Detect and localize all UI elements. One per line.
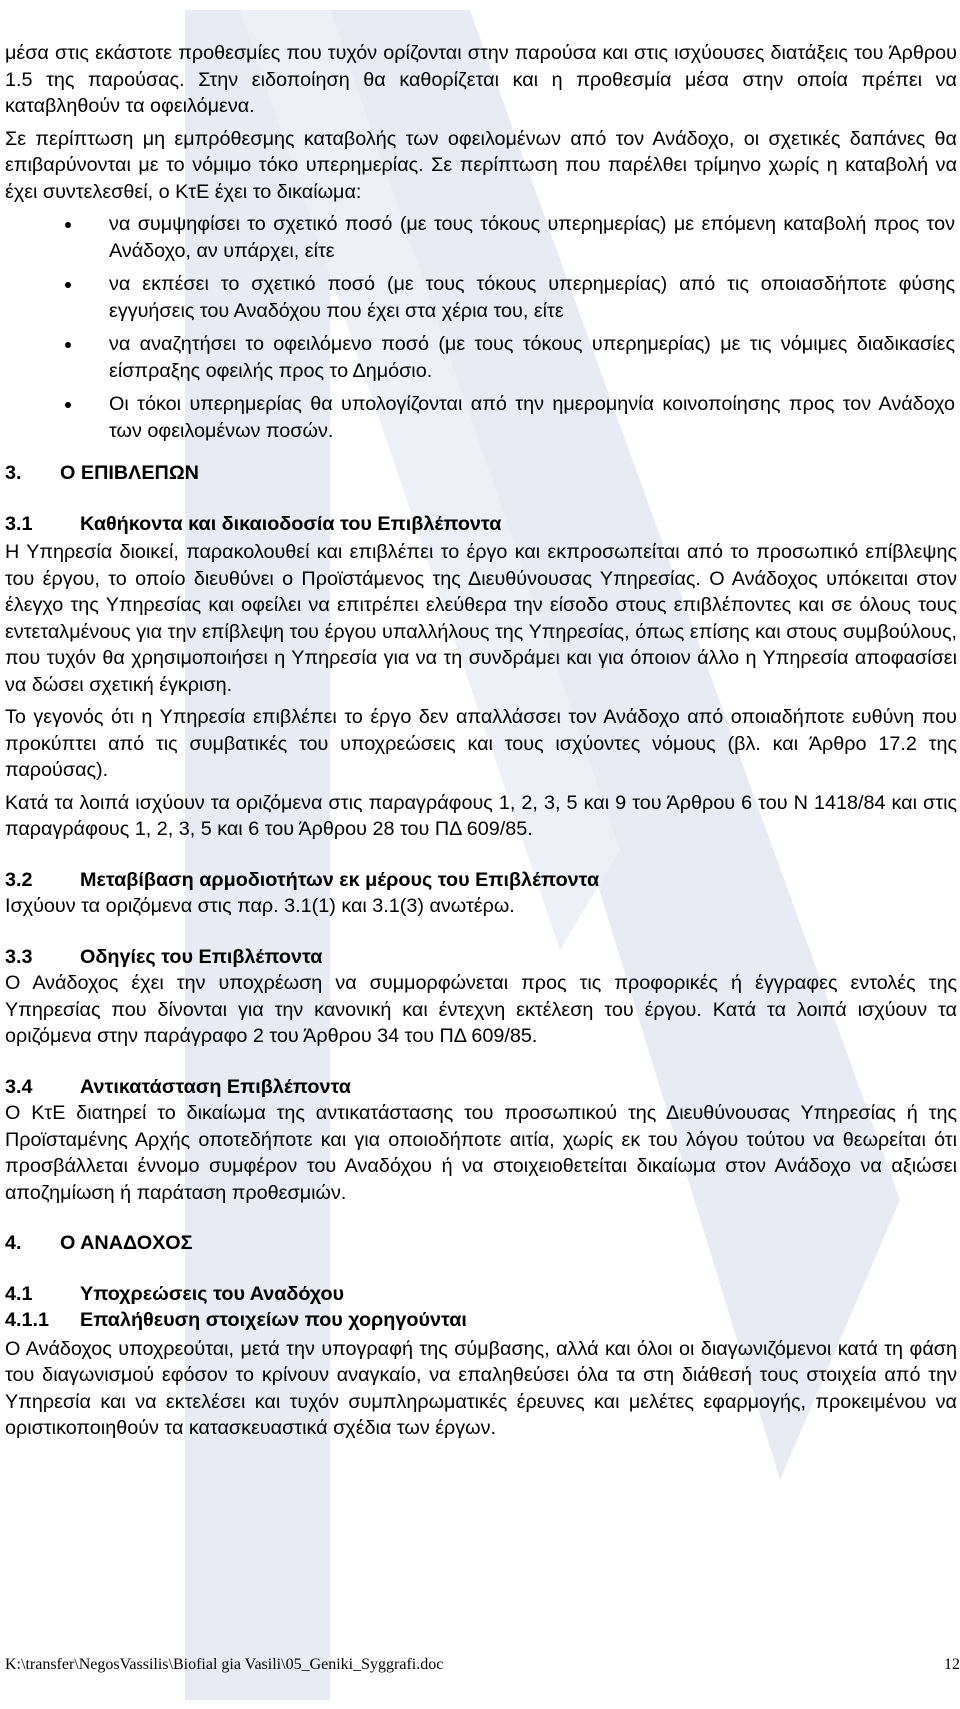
list-item: να εκπέσει το σχετικό ποσό (με τους τόκους υπερημερίας) από τις οποιασδήποτε φύσης εγγυήσεις του Αναδόχου που έχει στα χέρια του, είτε [5, 271, 957, 324]
file-path: K:\transfer\NegosVassilis\Biofial gia Vasili\05_Geniki_Syggrafi.doc [5, 1656, 444, 1673]
section-heading-4: 4. Ο ΑΝΑΔΟΧΟΣ [5, 1232, 193, 1254]
paragraph: Ο Ανάδοχος έχει την υποχρέωση να συμμορφώνεται προς τις προφορικές ή έγγραφες εντολές της Υπηρεσίας που δίνονται για την κανονική και έντεχνη εκτέλεση του έργου. Κατά τα λοιπά ισχύουν τα οριζόμενα στην παράγραφο 2 του Άρθρου 34 του ΠΔ 609/85. [5, 972, 957, 1047]
subsection-heading-4-1-1: 4.1.1 Επαλήθευση στοιχείων που χορηγούνται [5, 1309, 467, 1331]
page-number: 12 [944, 1656, 960, 1673]
bullet-icon [65, 402, 71, 408]
subsection-heading-3-1: 3.1 Καθήκοντα και δικαιοδοσία του Επιβλέποντα [5, 512, 502, 535]
document-body [5, 40, 957, 1442]
paragraph: Κατά τα λοιπά ισχύουν τα οριζόμενα στις παραγράφους 1, 2, 3, 5 και 9 του Άρθρου 6 του Ν 1418/84 και στις παραγράφους 1, 2, 3, 5 και 6 του Άρθρου 28 του ΠΔ 609/85. [5, 791, 957, 840]
subsection-heading-3-2: 3.2 Μεταβίβαση αρμοδιοτήτων εκ μέρους του Επιβλέποντα [5, 868, 600, 891]
page-footer [5, 1656, 960, 1682]
paragraph: Σε περίπτωση μη εμπρόθεσμης καταβολής των οφειλομένων από τον Ανάδοχο, οι σχετικές δαπάνες θα επιβαρύνονται με το νόμιμο τόκο υπερημερίας. Σε περίπτωση που παρέλθει τρίμηνο χωρίς η καταβολή να έχει συντελεσθεί, ο ΚτΕ έχει το δικαίωμα: [5, 127, 957, 203]
subsection-heading-3-3: 3.3 Οδηγίες του Επιβλέποντα [5, 945, 323, 968]
paragraph: μέσα στις εκάστοτε προθεσμίες που τυχόν ορίζονται στην παρούσα και στις ισχύουσες διατάξεις του Άρθρου 1.5 της παρούσας. Στην ειδοποίηση θα καθορίζεται και η προθεσμία μέσα στην οποία πρέπει να καταβληθούν τα οφειλόμενα. [5, 42, 957, 117]
paragraph: Το γεγονός ότι η Υπηρεσία επιβλέπει το έργο δεν απαλλάσσει τον Ανάδοχο από οποιαδήποτε ευθύνη που προκύπτει από τις συμβατικές του υποχρεώσεις και τους ισχύοντες νόμους (βλ. και Άρθρο 17.2 της παρούσας). [5, 706, 957, 781]
subsection-heading-4-1: 4.1 Υποχρεώσεις του Αναδόχου [5, 1282, 345, 1305]
paragraph: Ο ΚτΕ διατηρεί το δικαίωμα της αντικατάστασης του προσωπικού της Διευθύνουσας Υπηρεσίας ή της Προϊσταμένης Αρχής οποτεδήποτε και για οποιοδήποτε αιτία, χωρίς εκ του λόγου τούτου να θεωρείται ότι προσβάλλεται έννομο συμφέρον του Αναδόχου ή να στοιχειοθετείται δικαίωμα στον Ανάδοχο να αξιώσει αποζημίωση ή παράταση προθεσμιών. [5, 1102, 957, 1204]
bullet-list [5, 211, 957, 444]
bullet-icon [65, 222, 71, 228]
paragraph: Ισχύουν τα οριζόμενα στις παρ. 3.1(1) και 3.1(3) ανωτέρω. [5, 895, 515, 917]
list-item: Οι τόκοι υπερημερίας θα υπολογίζονται από την ημερομηνία κοινοποίησης προς τον Ανάδοχο των οφειλομένων ποσών. [5, 391, 957, 444]
list-item: να αναζητήσει το οφειλόμενο ποσό (με τους τόκους υπερημερίας) με τις νόμιμες διαδικασίες είσπραξης οφειλής προς το Δημόσιο. [5, 331, 957, 384]
bullet-icon [65, 342, 71, 348]
section-heading-3: 3. Ο ΕΠΙΒΛΕΠΩΝ [5, 462, 199, 484]
paragraph: Η Υπηρεσία διοικεί, παρακολουθεί και επιβλέπει το έργο και εκπροσωπείται από το προσωπικό επίβλεψης του έργου, το οποίο διευθύνει ο Προϊστάμενος της Διευθύνουσας Υπηρεσίας. Ο Ανάδοχος υπόκειται στον έλεγχο της Υπηρεσίας και οφείλει να επιτρέπει ελεύθερα την είσοδο στους επιβλέποντες και σε όλους τους εντεταλμένους για την επίβλεψη του έργου υπαλλήλους της Υπηρεσίας, όπως επίσης και στους συμβούλους, που τυχόν θα χρησιμοποιήσει η Υπηρεσία για να τη συνδράμει και για όποιον άλλο η Υπηρεσία αποφασίσει να δώσει σχετική έγκριση. [5, 541, 957, 696]
subsection-heading-3-4: 3.4 Αντικατάσταση Επιβλέποντα [5, 1075, 351, 1098]
paragraph: Ο Ανάδοχος υποχρεούται, μετά την υπογραφή της σύμβασης, αλλά και όλοι οι διαγωνιζόμενοι κατά τη φάση του διαγωνισμού εφόσον το κρίνουν αναγκαίο, να επαληθεύσει όλα τα στη διάθεσή τους στοιχεία από την Υπηρεσία και να εκτελέσει και τυχόν συμπληρωματικές έρευνες και μελέτες εφαρμογής, προκειμένου να οριστικοποιηθούν τα κατασκευαστικά σχέδια των έργων. [5, 1337, 957, 1439]
bullet-icon [65, 282, 71, 288]
list-item: να συμψηφίσει το σχετικό ποσό (με τους τόκους υπερημερίας) με επόμενη καταβολή προς τον Ανάδοχο, αν υπάρχει, είτε [5, 211, 957, 264]
